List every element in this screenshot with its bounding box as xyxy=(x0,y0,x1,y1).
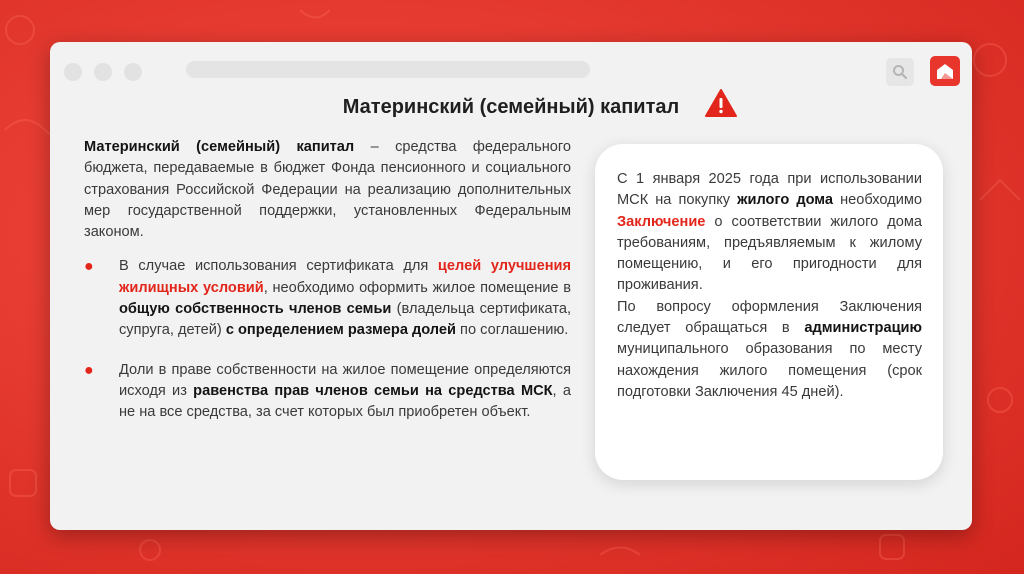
home-icon xyxy=(935,62,955,80)
card-text-span: муниципального образования по месту нахождения жилого помещения (срок подготовки Заключения 45 дней). xyxy=(617,341,922,400)
card-highlight: Заключение xyxy=(617,213,706,230)
bullet-text: , необходимо оформить жилое помещение в xyxy=(263,279,571,296)
search-button[interactable] xyxy=(886,58,914,86)
card-text-span: о соответствии жилого дома требованиям, предъявляемым к жилому помещению, и его пригодности для проживания. xyxy=(617,213,922,294)
bullet-bold: равенства прав членов семьи на средства МСК xyxy=(193,382,553,399)
definition-term: Материнский (семейный) капитал xyxy=(84,139,355,155)
search-icon xyxy=(892,64,908,80)
address-bar[interactable] xyxy=(186,61,590,78)
info-card xyxy=(595,144,943,480)
card-text-span: С 1 января 2025 года при использовании МСК на покупку xyxy=(617,171,922,209)
window-dot-3 xyxy=(124,63,142,81)
bullet-text: (владельца сертификата, супруга, детей) xyxy=(119,301,572,339)
list-item xyxy=(84,360,571,424)
bullet-text: , а не на все средства, за счет которых был приобретен объект. xyxy=(119,382,571,421)
warning-icon xyxy=(704,88,738,118)
window-dot-2 xyxy=(94,63,112,81)
browser-window xyxy=(50,42,972,530)
card-paragraph-2 xyxy=(617,297,922,403)
definition-text: – средства федерального бюджета, передаваемые в бюджет Фонда пенсионного и социального страхования Российской Федерации на реализацию дополнительных мер государственной поддержки, установленных Федеральным законом. xyxy=(84,139,571,241)
card-bold: администрацию xyxy=(804,320,922,337)
bullet-highlight: целей улучшения жилищных условий xyxy=(119,258,571,296)
home-button[interactable] xyxy=(930,56,960,86)
definition-paragraph xyxy=(84,137,571,243)
bullet-icon: ● xyxy=(84,361,94,379)
bullet-text: В случае использования сертификата для xyxy=(119,258,438,275)
bullet-text: Доли в праве собственности на жилое помещение определяются исходя из xyxy=(119,361,571,399)
bullet-bold: общую собственность членов семьи xyxy=(119,301,392,318)
card-text-span: необходимо xyxy=(833,192,922,209)
card-text xyxy=(617,169,922,403)
window-dot-1 xyxy=(64,63,82,81)
bullet-bold: с определением размера долей xyxy=(225,322,456,339)
card-paragraph-1 xyxy=(617,169,922,297)
card-text-span: По вопросу оформления Заключения следует обращаться в xyxy=(617,298,922,337)
list-item xyxy=(84,256,571,341)
bullet-text: по соглашению. xyxy=(455,322,569,339)
card-bold: жилого дома xyxy=(737,192,834,209)
bullet-icon: ● xyxy=(84,258,94,276)
main-text-column xyxy=(84,137,571,424)
page-title: Материнский (семейный) капитал xyxy=(342,96,680,118)
